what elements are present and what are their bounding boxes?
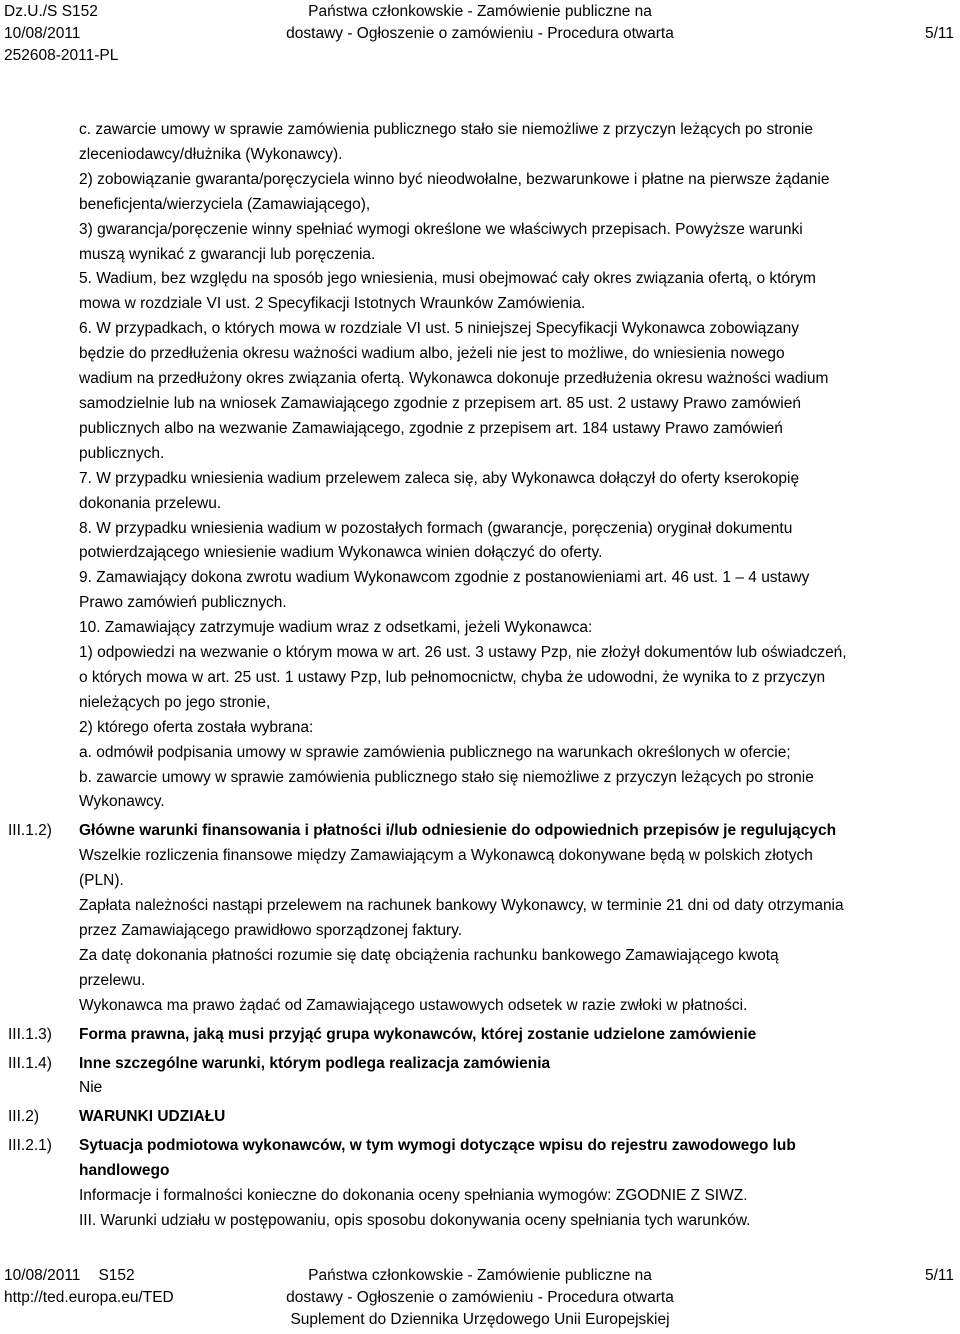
text-line: wadium na przedłużony okres związania ofertą. Wykonawca dokonuje przedłużenia okresu ważności wadium bbox=[79, 370, 829, 388]
text-line: Informacje i formalności konieczne do dokonania oceny spełniania wymogów: ZGODNIE Z SIWZ. bbox=[79, 1187, 748, 1205]
text-line: Zapłata należności nastąpi przelewem na rachunek bankowy Wykonawcy, w terminie 21 dni od daty otrzymania bbox=[79, 897, 844, 915]
text-line: będzie do przedłużenia okresu ważności wadium albo, jeżeli nie jest to możliwe, do wniesienia nowego bbox=[79, 345, 785, 363]
text-line: samodzielnie lub na wniosek Zamawiającego zgodnie z przepisem art. 85 ust. 2 ustawy Prawo zamówień bbox=[79, 394, 801, 412]
footer-series: S152 bbox=[98, 1267, 135, 1284]
text-line: Wszelkie rozliczenia finansowe między Zamawiającym a Wykonawcą dokonywane będą w polskich złotych bbox=[79, 847, 813, 865]
section-heading-personal-situation: Sytuacja podmiotowa wykonawców, w tym wymogi dotyczące wpisu do rejestru zawodowego lub bbox=[79, 1137, 796, 1155]
text-line: potwierdzającego wniesienie wadium Wykonawca winien dołączyć do oferty. bbox=[79, 544, 603, 562]
publication-date: 10/08/2011 bbox=[4, 25, 81, 42]
section-code: III.2.1) bbox=[8, 1137, 52, 1154]
footer-title bbox=[0, 1265, 960, 1331]
text-line: b. zawarcie umowy w sprawie zamówienia publicznego stało się niemożliwe z przyczyn leżących po stronie bbox=[79, 768, 814, 786]
footer-title-line: Suplement do Dziennika Urzędowego Unii Europejskiej bbox=[290, 1311, 670, 1328]
text-line: publicznych albo na wezwanie Zamawiającego, zgodnie z przepisem art. 184 ustawy Prawo zamówień bbox=[79, 419, 783, 437]
footer-url-link[interactable]: http://ted.europa.eu/TED bbox=[4, 1289, 174, 1306]
text-line: 9. Zamawiający dokona zwrotu wadium Wykonawcom zgodnie z postanowieniami art. 46 ust. 1 – 4 ustawy bbox=[79, 569, 810, 587]
text-line: 7. W przypadku wniesienia wadium przelewem zaleca się, aby Wykonawca dołączył do oferty kserokopię bbox=[79, 469, 800, 487]
text-line: publicznych. bbox=[79, 444, 165, 462]
text-line: 3) gwarancja/poręczenie winny spełniać wymogi określone we właściwych przepisach. Powyższe warunki bbox=[79, 220, 803, 238]
text-line: nieleżących po jego stronie, bbox=[79, 693, 271, 711]
footer-page-number: 5/11 bbox=[924, 1267, 954, 1284]
text-line: o których mowa w art. 25 ust. 1 ustawy Pzp, lub pełnomocnictw, chyba że udowodni, że wynika to z przyczyn bbox=[79, 668, 826, 686]
section-heading-personal-situation-cont: handlowego bbox=[79, 1162, 170, 1180]
text-line: beneficjenta/wierzyciela (Zamawiającego), bbox=[79, 195, 371, 213]
text-line: 5. Wadium, bez względu na sposób jego wniesienia, musi obejmować cały okres związania ofertą, o którym bbox=[79, 270, 816, 288]
footer-date: 10/08/2011 bbox=[4, 1267, 81, 1284]
section-heading-special-conditions: Inne szczególne warunki, którym podlega realizacja zamówienia bbox=[79, 1054, 551, 1072]
section-code: III.1.2) bbox=[8, 822, 52, 839]
notice-number: 252608-2011-PL bbox=[4, 47, 119, 64]
section-heading-legal-form: Forma prawna, jaką musi przyjąć grupa wykonawców, której zostanie udzielone zamówienie bbox=[79, 1025, 757, 1043]
text-line: 8. W przypadku wniesienia wadium w pozostałych formach (gwarancje, poręczenia) oryginał dokumentu bbox=[79, 519, 793, 537]
header-title bbox=[0, 1, 960, 45]
document-body bbox=[8, 118, 957, 1234]
footer-title-line: dostawy - Ogłoszenie o zamówieniu - Procedura otwarta bbox=[286, 1289, 674, 1306]
section-code: III.1.4) bbox=[8, 1055, 52, 1072]
text-line: 10. Zamawiający zatrzymuje wadium wraz z odsetkami, jeżeli Wykonawca: bbox=[79, 619, 593, 637]
text-line: Wykonawcy. bbox=[79, 793, 165, 811]
text-line: 2) zobowiązanie gwaranta/poręczyciela winno być nieodwołalne, bezwarunkowe i płatne na pierwsze żądanie bbox=[79, 170, 830, 188]
section-code: III.1.3) bbox=[8, 1026, 52, 1043]
header-title-line: dostawy - Ogłoszenie o zamówieniu - Procedura otwarta bbox=[286, 25, 674, 42]
text-line: a. odmówił podpisania umowy w sprawie zamówienia publicznego na warunkach określonych w ofercie; bbox=[79, 743, 791, 761]
text-line: mowa w rozdziale VI ust. 2 Specyfikacji Istotnych Wraunków Zamówienia. bbox=[79, 295, 586, 313]
text-line: 1) odpowiedzi na wezwanie o którym mowa w art. 26 ust. 3 ustawy Pzp, nie złożył dokumentów lub oświadczeń, bbox=[79, 644, 847, 662]
text-line: Prawo zamówień publicznych. bbox=[79, 594, 287, 612]
text-line: przelewu. bbox=[79, 971, 146, 989]
text-line: dokonania przelewu. bbox=[79, 494, 222, 512]
text-line: muszą wynikać z gwarancji lub poręczenia. bbox=[79, 245, 376, 263]
special-conditions-value: Nie bbox=[79, 1079, 103, 1097]
text-line: 2) którego oferta została wybrana: bbox=[79, 718, 314, 736]
section-code: III.2) bbox=[8, 1108, 40, 1125]
footer-title-line: Państwa członkowskie - Zamówienie publiczne na bbox=[308, 1267, 652, 1284]
text-line: zleceniodawcy/dłużnika (Wykonawcy). bbox=[79, 145, 343, 163]
text-line: Za datę dokonania płatności rozumie się datę obciążenia rachunku bankowego Zamawiającego kwotą bbox=[79, 946, 779, 964]
text-line: 6. W przypadkach, o których mowa w rozdziale VI ust. 5 niniejszej Specyfikacji Wykonawca zobowiązany bbox=[79, 320, 800, 338]
header-title-line: Państwa członkowskie - Zamówienie publiczne na bbox=[308, 3, 652, 20]
text-line: (PLN). bbox=[79, 872, 124, 890]
section-heading-participation: WARUNKI UDZIAŁU bbox=[79, 1108, 226, 1126]
header-page-number: 5/11 bbox=[924, 25, 954, 42]
text-line: c. zawarcie umowy w sprawie zamówienia publicznego stało sie niemożliwe z przyczyn leżących po stronie bbox=[79, 121, 813, 138]
text-line: III. Warunki udziału w postępowaniu, opis sposobu dokonywania oceny spełniania tych warunków. bbox=[79, 1211, 751, 1229]
text-line: Wykonawca ma prawo żądać od Zamawiającego ustawowych odsetek w razie zwłoki w płatności. bbox=[79, 996, 748, 1014]
section-heading-financing: Główne warunki finansowania i płatności i/lub odniesienie do odpowiednich przepisów je regulujących bbox=[79, 822, 837, 840]
journal-ref: Dz.U./S S152 bbox=[4, 3, 98, 20]
text-line: przez Zamawiającego prawidłowo sporządzonej faktury. bbox=[79, 922, 463, 939]
